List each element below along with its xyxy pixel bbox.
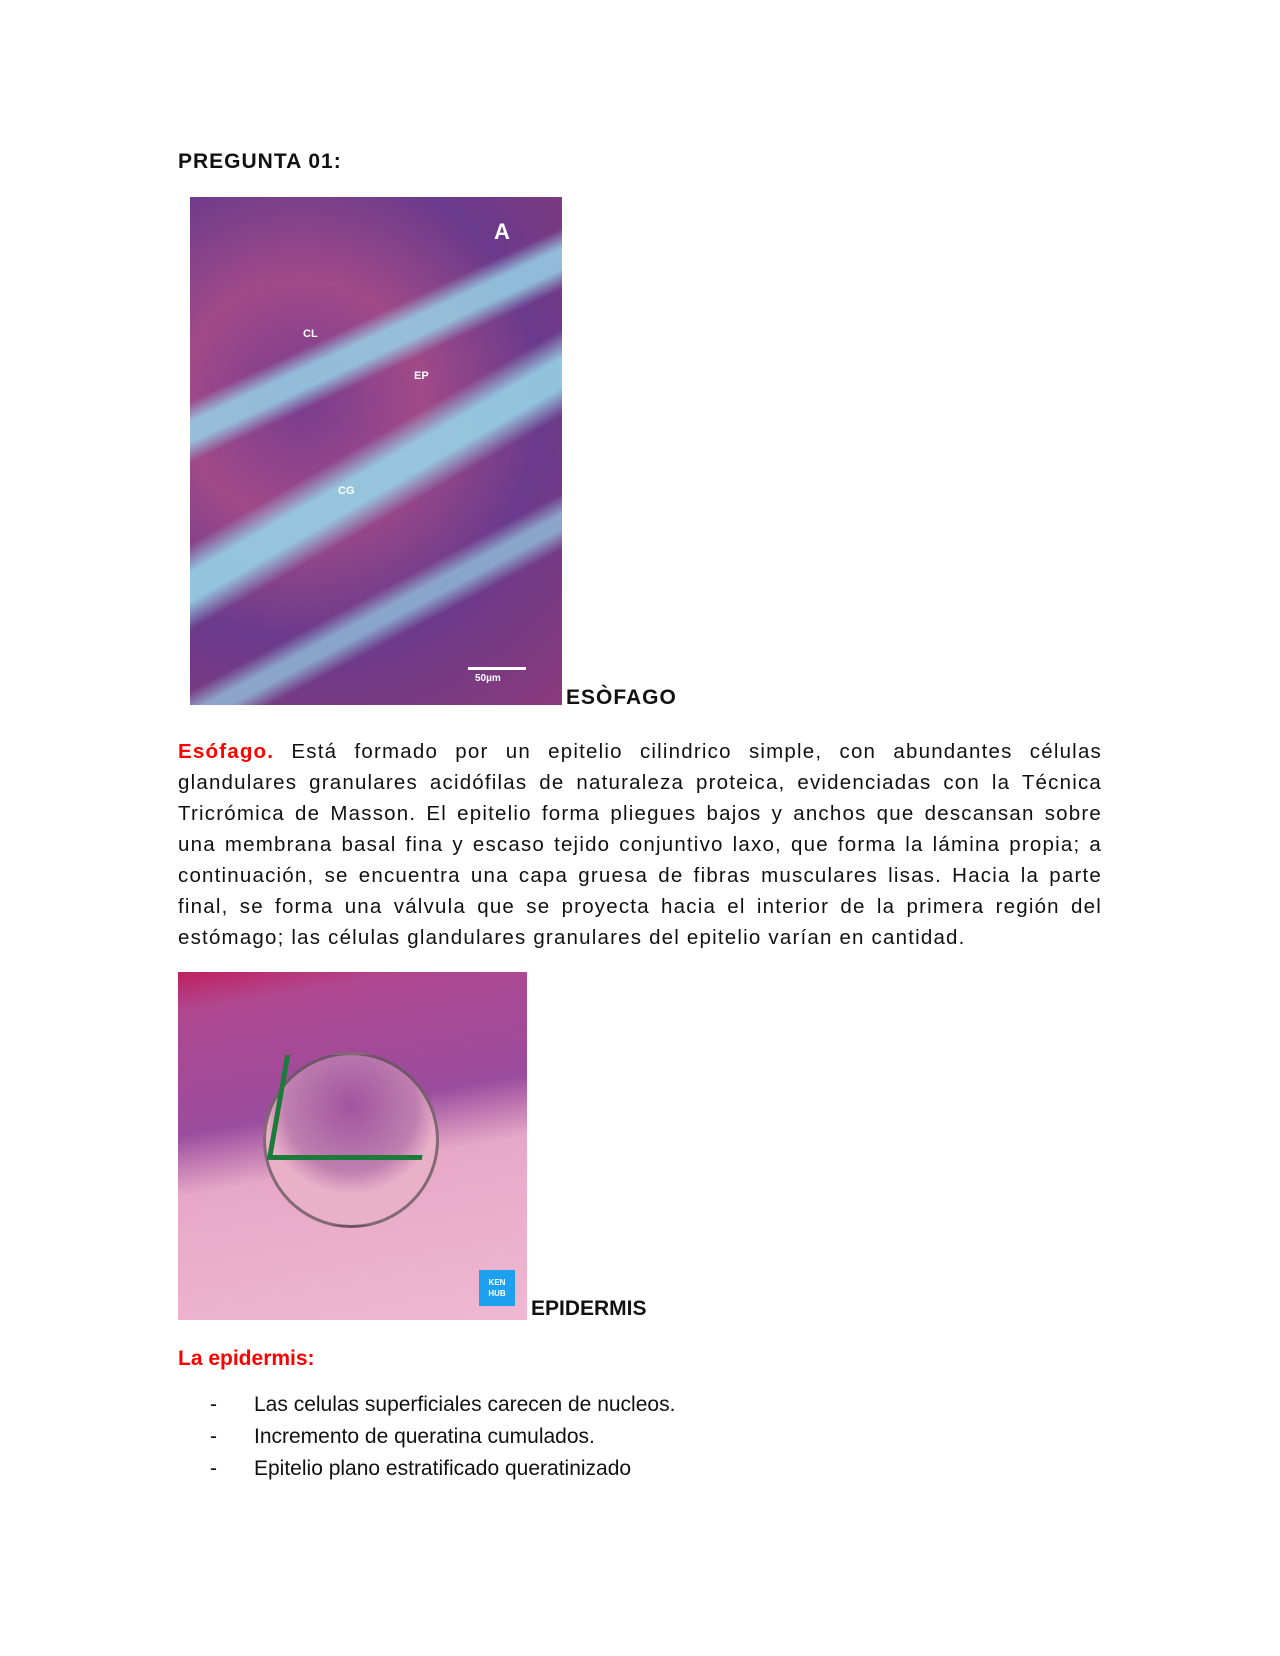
paragraph-text: Está formado por un epitelio cilindrico simple, con abundantes células glandulares granulares acidófilas de naturaleza proteica, evidenciadas con la Técnica Tricrómica de Masson. El epitelio forma pliegues bajos y anchos que descansan sobre una membrana basal fina y escaso tejido conjuntivo laxo, que forma la lámina propia; a continuación, se encuentra una capa gruesa de fibras musculares lisas. Hacia la parte final, se forma una válvula que se proyecta hacia el interior de la primera región del estómago; las células glandulares granulares del epitelio varían en cantidad. [178, 740, 1102, 949]
list-item: - Epitelio plano estratificado queratinizado [210, 1457, 632, 1480]
epidermis-list [210, 1393, 675, 1489]
figure2-caption: EPIDERMIS [531, 1297, 647, 1320]
label-cg: CG [338, 485, 355, 497]
scale-label: 50µm [475, 673, 501, 684]
epidermis-subheading: La epidermis: [178, 1347, 315, 1370]
esophagus-paragraph [178, 736, 1102, 953]
list-item: - Incremento de queratina cumulados. [210, 1425, 595, 1448]
list-item: - Las celulas superficiales carecen de nucleos. [210, 1393, 676, 1416]
basement-outline [267, 1055, 441, 1160]
label-cl: CL [303, 328, 318, 340]
esophagus-micrograph [190, 197, 562, 705]
question-heading: PREGUNTA 01: [178, 150, 342, 173]
magnifier-circle [263, 1052, 439, 1228]
figure1-caption: ESÒFAGO [566, 686, 677, 709]
paragraph-lead: Esófago. [178, 740, 275, 763]
kenhub-logo: KEN HUB [479, 1270, 515, 1306]
label-ep: EP [414, 370, 429, 382]
scale-bar [468, 667, 526, 670]
panel-label: A [494, 219, 510, 244]
epidermis-micrograph [178, 972, 527, 1320]
